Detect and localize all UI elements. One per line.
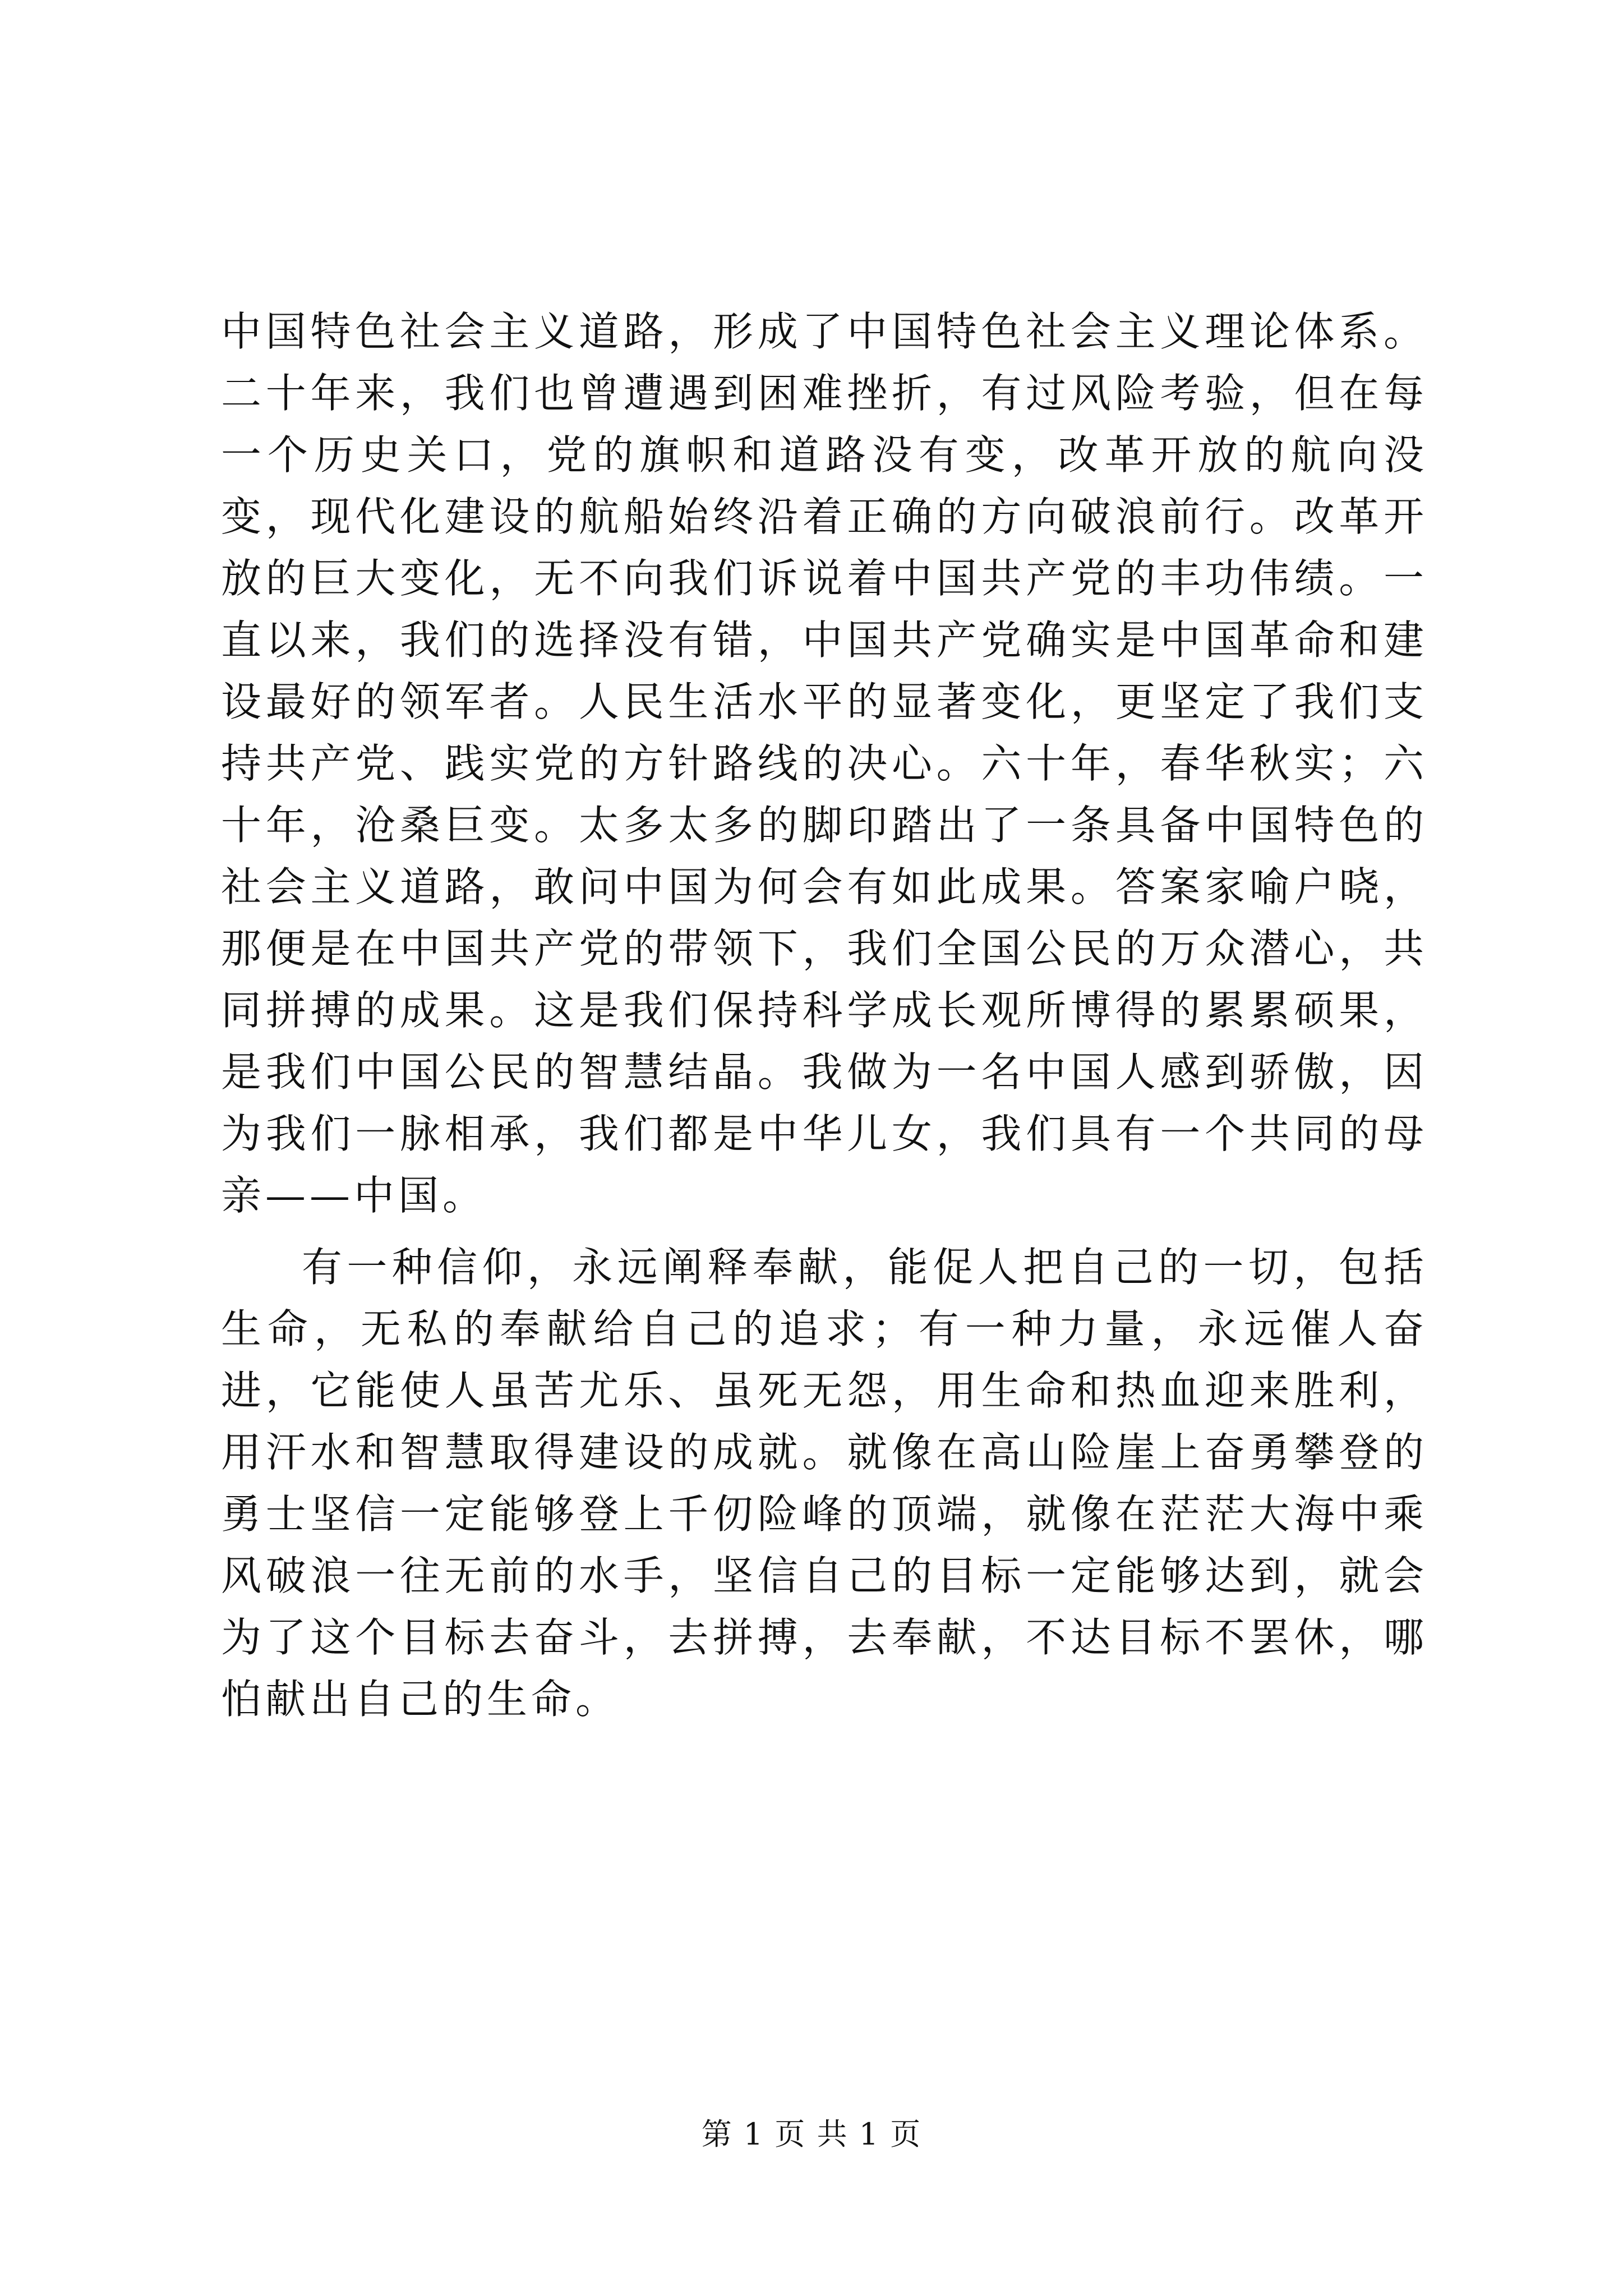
document-body: [221, 301, 1428, 1730]
paragraph-continuation: 中国特色社会主义道路，形成了中国特色社会主义理论体系。二十年来，我们也曾遭遇到困难挫折，有过风险考验，但在每一个历史关口，党的旗帜和道路没有变，改革开放的航向没变，现代化建设的航船始终沿着正确的方向破浪前行。改革开放的巨大变化，无不向我们诉说着中国共产党的丰功伟绩。一直以来，我们的选择没有错，中国共产党确实是中国革命和建设最好的领军者。人民生活水平的显著变化，更坚定了我们支持共产党、践实党的方针路线的决心。六十年，春华秋实；六十年，沧桑巨变。太多太多的脚印踏出了一条具备中国特色的社会主义道路，敢问中国为何会有如此成果。答案家喻户晓，那便是在中国共产党的带领下，我们全国公民的万众潜心，共同拼搏的成果。这是我们保持科学成长观所博得的累累硕果，是我们中国公民的智慧结晶。我做为一名中国人感到骄傲，因为我们一脉相承，我们都是中华儿女，我们具有一个共同的母亲——中国。: [221, 308, 1428, 1219]
page-footer: 第 1 页 共 1 页: [701, 2116, 922, 2152]
paragraph-faith: 有一种信仰，永远阐释奉献，能促人把自己的一切，包括生命，无私的奉献给自己的追求；有一种力量，永远催人奋进，它能使人虽苦尤乐、虽死无怨，用生命和热血迎来胜利，用汗水和智慧取得建设的成就。就像在高山险崖上奋勇攀登的勇士坚信一定能够登上千仞险峰的顶端，就像在茫茫大海中乘风破浪一往无前的水手，坚信自己的目标一定能够达到，就会为了这个目标去奋斗，去拼搏，去奉献，不达目标不罢休，哪怕献出自己的生命。: [221, 1244, 1428, 1723]
